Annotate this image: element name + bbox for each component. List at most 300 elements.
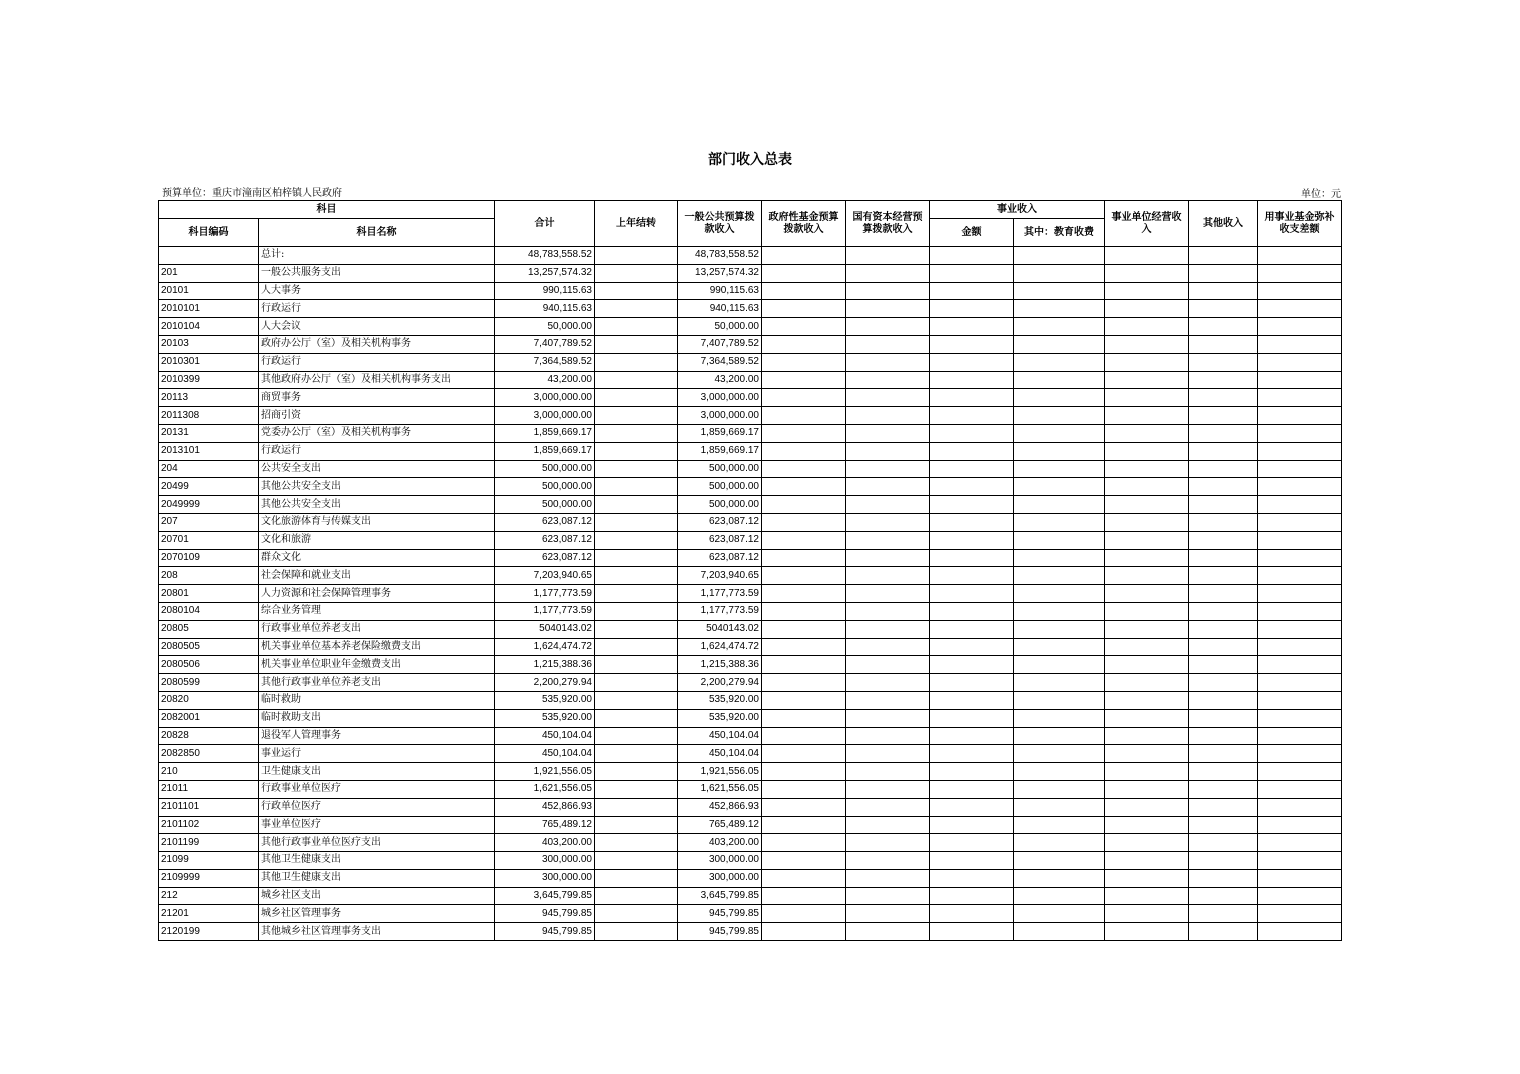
cell-carryover xyxy=(595,780,678,798)
cell-gov-fund xyxy=(762,567,846,585)
cell-code: 208 xyxy=(159,567,259,585)
cell-carryover xyxy=(595,531,678,549)
cell-state-capital xyxy=(846,389,930,407)
cell-edu-fee xyxy=(1014,834,1105,852)
cell-fund-balance xyxy=(1258,264,1342,282)
table-row xyxy=(159,513,1342,531)
cell-code: 204 xyxy=(159,460,259,478)
cell-total: 7,203,940.65 xyxy=(495,567,595,585)
cell-name: 事业单位医疗 xyxy=(259,816,495,834)
cell-business-amount xyxy=(930,602,1014,620)
table-row xyxy=(159,567,1342,585)
cell-name: 行政运行 xyxy=(259,442,495,460)
cell-name: 行政运行 xyxy=(259,300,495,318)
cell-carryover xyxy=(595,513,678,531)
cell-edu-fee xyxy=(1014,353,1105,371)
cell-general-budget: 765,489.12 xyxy=(678,816,762,834)
table-row xyxy=(159,763,1342,781)
cell-operating-income xyxy=(1105,816,1189,834)
cell-operating-income xyxy=(1105,407,1189,425)
cell-name: 城乡社区管理事务 xyxy=(259,905,495,923)
cell-operating-income xyxy=(1105,620,1189,638)
cell-other-income xyxy=(1189,656,1258,674)
cell-total: 1,921,556.05 xyxy=(495,763,595,781)
cell-carryover xyxy=(595,585,678,603)
cell-name: 行政事业单位养老支出 xyxy=(259,620,495,638)
cell-carryover xyxy=(595,389,678,407)
cell-total: 535,920.00 xyxy=(495,691,595,709)
cell-other-income xyxy=(1189,869,1258,887)
cell-name: 机关事业单位职业年金缴费支出 xyxy=(259,656,495,674)
currency-unit-label: 单位：元 xyxy=(1301,189,1341,200)
cell-operating-income xyxy=(1105,335,1189,353)
cell-code xyxy=(159,247,259,265)
cell-other-income xyxy=(1189,478,1258,496)
cell-total: 50,000.00 xyxy=(495,318,595,336)
header-general-budget: 一般公共预算拨款收入 xyxy=(678,201,762,247)
cell-business-amount xyxy=(930,247,1014,265)
cell-total: 7,407,789.52 xyxy=(495,335,595,353)
cell-name: 其他城乡社区管理事务支出 xyxy=(259,923,495,941)
cell-total: 450,104.04 xyxy=(495,727,595,745)
cell-total: 500,000.00 xyxy=(495,460,595,478)
cell-carryover xyxy=(595,798,678,816)
cell-other-income xyxy=(1189,745,1258,763)
cell-carryover xyxy=(595,407,678,425)
cell-state-capital xyxy=(846,353,930,371)
header-code: 科目编码 xyxy=(159,219,259,247)
cell-state-capital xyxy=(846,567,930,585)
cell-name: 行政单位医疗 xyxy=(259,798,495,816)
cell-gov-fund xyxy=(762,318,846,336)
cell-gov-fund xyxy=(762,478,846,496)
cell-gov-fund xyxy=(762,674,846,692)
cell-edu-fee xyxy=(1014,763,1105,781)
cell-code: 2013101 xyxy=(159,442,259,460)
cell-fund-balance xyxy=(1258,531,1342,549)
cell-general-budget: 3,000,000.00 xyxy=(678,389,762,407)
cell-code: 20701 xyxy=(159,531,259,549)
cell-state-capital xyxy=(846,371,930,389)
cell-operating-income xyxy=(1105,923,1189,941)
cell-other-income xyxy=(1189,407,1258,425)
cell-code: 2010104 xyxy=(159,318,259,336)
cell-fund-balance xyxy=(1258,602,1342,620)
cell-state-capital xyxy=(846,318,930,336)
cell-fund-balance xyxy=(1258,282,1342,300)
cell-gov-fund xyxy=(762,513,846,531)
cell-other-income xyxy=(1189,371,1258,389)
cell-business-amount xyxy=(930,496,1014,514)
cell-business-amount xyxy=(930,691,1014,709)
cell-fund-balance xyxy=(1258,905,1342,923)
cell-edu-fee xyxy=(1014,318,1105,336)
cell-general-budget: 1,177,773.59 xyxy=(678,585,762,603)
cell-general-budget: 500,000.00 xyxy=(678,460,762,478)
cell-fund-balance xyxy=(1258,335,1342,353)
cell-code: 20499 xyxy=(159,478,259,496)
table-row xyxy=(159,602,1342,620)
cell-edu-fee xyxy=(1014,674,1105,692)
cell-business-amount xyxy=(930,585,1014,603)
cell-state-capital xyxy=(846,496,930,514)
cell-total: 1,177,773.59 xyxy=(495,602,595,620)
cell-code: 2109999 xyxy=(159,869,259,887)
cell-general-budget: 1,177,773.59 xyxy=(678,602,762,620)
table-row xyxy=(159,496,1342,514)
cell-carryover xyxy=(595,656,678,674)
cell-state-capital xyxy=(846,478,930,496)
cell-name: 一般公共服务支出 xyxy=(259,264,495,282)
income-summary-table xyxy=(158,200,1342,941)
cell-business-amount xyxy=(930,407,1014,425)
cell-code: 207 xyxy=(159,513,259,531)
cell-state-capital xyxy=(846,407,930,425)
cell-carryover xyxy=(595,549,678,567)
cell-operating-income xyxy=(1105,442,1189,460)
cell-gov-fund xyxy=(762,834,846,852)
cell-fund-balance xyxy=(1258,656,1342,674)
table-body xyxy=(159,247,1342,941)
cell-general-budget: 7,407,789.52 xyxy=(678,335,762,353)
page-title: 部门收入总表 xyxy=(708,152,792,168)
cell-carryover xyxy=(595,834,678,852)
header-fund-balance: 用事业基金弥补收支差额 xyxy=(1258,201,1342,247)
cell-carryover xyxy=(595,496,678,514)
cell-state-capital xyxy=(846,656,930,674)
cell-total: 535,920.00 xyxy=(495,709,595,727)
table-row xyxy=(159,620,1342,638)
cell-other-income xyxy=(1189,852,1258,870)
cell-state-capital xyxy=(846,264,930,282)
cell-fund-balance xyxy=(1258,763,1342,781)
cell-general-budget: 7,364,589.52 xyxy=(678,353,762,371)
cell-state-capital xyxy=(846,602,930,620)
cell-other-income xyxy=(1189,763,1258,781)
cell-code: 20801 xyxy=(159,585,259,603)
cell-gov-fund xyxy=(762,602,846,620)
cell-general-budget: 452,866.93 xyxy=(678,798,762,816)
cell-total: 48,783,558.52 xyxy=(495,247,595,265)
cell-operating-income xyxy=(1105,318,1189,336)
cell-operating-income xyxy=(1105,887,1189,905)
cell-name: 行政运行 xyxy=(259,353,495,371)
table-row xyxy=(159,549,1342,567)
cell-carryover xyxy=(595,852,678,870)
cell-code: 21201 xyxy=(159,905,259,923)
cell-edu-fee xyxy=(1014,816,1105,834)
cell-name: 党委办公厅（室）及相关机构事务 xyxy=(259,424,495,442)
cell-general-budget: 7,203,940.65 xyxy=(678,567,762,585)
table-row xyxy=(159,585,1342,603)
cell-business-amount xyxy=(930,638,1014,656)
table-row xyxy=(159,424,1342,442)
cell-total: 623,087.12 xyxy=(495,513,595,531)
cell-general-budget: 300,000.00 xyxy=(678,869,762,887)
cell-operating-income xyxy=(1105,727,1189,745)
cell-operating-income xyxy=(1105,780,1189,798)
cell-other-income xyxy=(1189,620,1258,638)
cell-carryover xyxy=(595,424,678,442)
header-total: 合计 xyxy=(495,201,595,247)
cell-business-amount xyxy=(930,389,1014,407)
cell-other-income xyxy=(1189,513,1258,531)
cell-edu-fee xyxy=(1014,567,1105,585)
cell-business-amount xyxy=(930,353,1014,371)
cell-total: 940,115.63 xyxy=(495,300,595,318)
cell-carryover xyxy=(595,247,678,265)
cell-code: 2082001 xyxy=(159,709,259,727)
cell-code: 2011308 xyxy=(159,407,259,425)
cell-state-capital xyxy=(846,638,930,656)
cell-carryover xyxy=(595,727,678,745)
cell-fund-balance xyxy=(1258,318,1342,336)
cell-total: 5040143.02 xyxy=(495,620,595,638)
table-row xyxy=(159,869,1342,887)
cell-fund-balance xyxy=(1258,567,1342,585)
cell-total: 450,104.04 xyxy=(495,745,595,763)
table-row xyxy=(159,816,1342,834)
cell-carryover xyxy=(595,300,678,318)
cell-other-income xyxy=(1189,496,1258,514)
cell-gov-fund xyxy=(762,585,846,603)
cell-state-capital xyxy=(846,300,930,318)
cell-fund-balance xyxy=(1258,300,1342,318)
cell-code: 2080506 xyxy=(159,656,259,674)
cell-code: 20101 xyxy=(159,282,259,300)
table-row xyxy=(159,247,1342,265)
cell-edu-fee xyxy=(1014,460,1105,478)
cell-state-capital xyxy=(846,691,930,709)
cell-edu-fee xyxy=(1014,887,1105,905)
cell-operating-income xyxy=(1105,656,1189,674)
cell-carryover xyxy=(595,691,678,709)
cell-state-capital xyxy=(846,887,930,905)
cell-general-budget: 2,200,279.94 xyxy=(678,674,762,692)
cell-general-budget: 1,624,474.72 xyxy=(678,638,762,656)
cell-business-amount xyxy=(930,567,1014,585)
cell-fund-balance xyxy=(1258,247,1342,265)
cell-carryover xyxy=(595,887,678,905)
cell-gov-fund xyxy=(762,887,846,905)
cell-code: 2070109 xyxy=(159,549,259,567)
cell-code: 2082850 xyxy=(159,745,259,763)
cell-total: 300,000.00 xyxy=(495,852,595,870)
cell-operating-income xyxy=(1105,531,1189,549)
cell-gov-fund xyxy=(762,282,846,300)
cell-fund-balance xyxy=(1258,585,1342,603)
cell-edu-fee xyxy=(1014,905,1105,923)
table-row xyxy=(159,691,1342,709)
cell-gov-fund xyxy=(762,745,846,763)
cell-general-budget: 940,115.63 xyxy=(678,300,762,318)
cell-fund-balance xyxy=(1258,869,1342,887)
cell-fund-balance xyxy=(1258,424,1342,442)
cell-other-income xyxy=(1189,674,1258,692)
cell-operating-income xyxy=(1105,549,1189,567)
cell-edu-fee xyxy=(1014,513,1105,531)
cell-code: 210 xyxy=(159,763,259,781)
table-row xyxy=(159,638,1342,656)
table-row xyxy=(159,407,1342,425)
cell-name: 社会保障和就业支出 xyxy=(259,567,495,585)
cell-name: 综合业务管理 xyxy=(259,602,495,620)
table-row xyxy=(159,905,1342,923)
header-carryover: 上年结转 xyxy=(595,201,678,247)
cell-code: 2049999 xyxy=(159,496,259,514)
cell-code: 2101102 xyxy=(159,816,259,834)
cell-general-budget: 535,920.00 xyxy=(678,691,762,709)
cell-state-capital xyxy=(846,834,930,852)
table-row xyxy=(159,442,1342,460)
cell-general-budget: 403,200.00 xyxy=(678,834,762,852)
cell-other-income xyxy=(1189,709,1258,727)
cell-business-amount xyxy=(930,513,1014,531)
cell-edu-fee xyxy=(1014,549,1105,567)
table-row xyxy=(159,478,1342,496)
cell-operating-income xyxy=(1105,247,1189,265)
cell-name: 临时救助支出 xyxy=(259,709,495,727)
cell-gov-fund xyxy=(762,869,846,887)
cell-gov-fund xyxy=(762,353,846,371)
cell-name: 其他行政事业单位医疗支出 xyxy=(259,834,495,852)
cell-code: 2120199 xyxy=(159,923,259,941)
cell-business-amount xyxy=(930,620,1014,638)
cell-total: 452,866.93 xyxy=(495,798,595,816)
cell-edu-fee xyxy=(1014,923,1105,941)
cell-carryover xyxy=(595,318,678,336)
table-row xyxy=(159,656,1342,674)
cell-business-amount xyxy=(930,798,1014,816)
table-row xyxy=(159,282,1342,300)
cell-code: 20113 xyxy=(159,389,259,407)
cell-edu-fee xyxy=(1014,709,1105,727)
cell-code: 2080505 xyxy=(159,638,259,656)
cell-other-income xyxy=(1189,264,1258,282)
cell-state-capital xyxy=(846,905,930,923)
cell-state-capital xyxy=(846,282,930,300)
cell-operating-income xyxy=(1105,691,1189,709)
cell-code: 2080104 xyxy=(159,602,259,620)
cell-general-budget: 1,621,556.05 xyxy=(678,780,762,798)
cell-general-budget: 300,000.00 xyxy=(678,852,762,870)
cell-other-income xyxy=(1189,442,1258,460)
cell-other-income xyxy=(1189,282,1258,300)
cell-fund-balance xyxy=(1258,798,1342,816)
cell-edu-fee xyxy=(1014,691,1105,709)
cell-gov-fund xyxy=(762,531,846,549)
cell-carryover xyxy=(595,869,678,887)
cell-gov-fund xyxy=(762,460,846,478)
cell-business-amount xyxy=(930,282,1014,300)
cell-edu-fee xyxy=(1014,424,1105,442)
cell-fund-balance xyxy=(1258,442,1342,460)
cell-name: 城乡社区支出 xyxy=(259,887,495,905)
cell-name: 事业运行 xyxy=(259,745,495,763)
cell-business-amount xyxy=(930,460,1014,478)
cell-edu-fee xyxy=(1014,745,1105,763)
cell-operating-income xyxy=(1105,745,1189,763)
cell-fund-balance xyxy=(1258,816,1342,834)
cell-other-income xyxy=(1189,585,1258,603)
cell-carryover xyxy=(595,674,678,692)
cell-other-income xyxy=(1189,300,1258,318)
cell-business-amount xyxy=(930,478,1014,496)
cell-general-budget: 13,257,574.32 xyxy=(678,264,762,282)
cell-name: 行政事业单位医疗 xyxy=(259,780,495,798)
cell-code: 2101199 xyxy=(159,834,259,852)
cell-edu-fee xyxy=(1014,478,1105,496)
cell-general-budget: 1,921,556.05 xyxy=(678,763,762,781)
table-row xyxy=(159,798,1342,816)
cell-business-amount xyxy=(930,816,1014,834)
cell-other-income xyxy=(1189,691,1258,709)
cell-general-budget: 50,000.00 xyxy=(678,318,762,336)
header-subject: 科目 xyxy=(159,201,495,219)
cell-gov-fund xyxy=(762,691,846,709)
cell-fund-balance xyxy=(1258,371,1342,389)
cell-operating-income xyxy=(1105,674,1189,692)
cell-operating-income xyxy=(1105,763,1189,781)
cell-general-budget: 945,799.85 xyxy=(678,923,762,941)
cell-operating-income xyxy=(1105,869,1189,887)
cell-total: 945,799.85 xyxy=(495,923,595,941)
cell-business-amount xyxy=(930,869,1014,887)
header-name: 科目名称 xyxy=(259,219,495,247)
cell-code: 20820 xyxy=(159,691,259,709)
cell-name: 总计: xyxy=(259,247,495,265)
cell-state-capital xyxy=(846,923,930,941)
table-row xyxy=(159,389,1342,407)
cell-general-budget: 43,200.00 xyxy=(678,371,762,389)
cell-other-income xyxy=(1189,549,1258,567)
cell-name: 卫生健康支出 xyxy=(259,763,495,781)
cell-operating-income xyxy=(1105,585,1189,603)
cell-business-amount xyxy=(930,335,1014,353)
cell-edu-fee xyxy=(1014,638,1105,656)
cell-total: 623,087.12 xyxy=(495,531,595,549)
budget-unit-label: 预算单位：重庆市潼南区柏梓镇人民政府 xyxy=(162,188,342,199)
cell-other-income xyxy=(1189,335,1258,353)
cell-gov-fund xyxy=(762,780,846,798)
cell-edu-fee xyxy=(1014,496,1105,514)
table-row xyxy=(159,353,1342,371)
table-row xyxy=(159,923,1342,941)
cell-general-budget: 3,000,000.00 xyxy=(678,407,762,425)
cell-edu-fee xyxy=(1014,442,1105,460)
table-row xyxy=(159,460,1342,478)
cell-state-capital xyxy=(846,247,930,265)
cell-gov-fund xyxy=(762,300,846,318)
cell-carryover xyxy=(595,923,678,941)
cell-other-income xyxy=(1189,389,1258,407)
cell-fund-balance xyxy=(1258,549,1342,567)
cell-business-amount xyxy=(930,780,1014,798)
cell-business-amount xyxy=(930,656,1014,674)
cell-business-amount xyxy=(930,763,1014,781)
cell-operating-income xyxy=(1105,709,1189,727)
table-row xyxy=(159,300,1342,318)
cell-carryover xyxy=(595,620,678,638)
cell-other-income xyxy=(1189,887,1258,905)
cell-total: 945,799.85 xyxy=(495,905,595,923)
cell-name: 人大事务 xyxy=(259,282,495,300)
table-row xyxy=(159,887,1342,905)
cell-fund-balance xyxy=(1258,709,1342,727)
cell-gov-fund xyxy=(762,852,846,870)
cell-state-capital xyxy=(846,460,930,478)
cell-operating-income xyxy=(1105,264,1189,282)
